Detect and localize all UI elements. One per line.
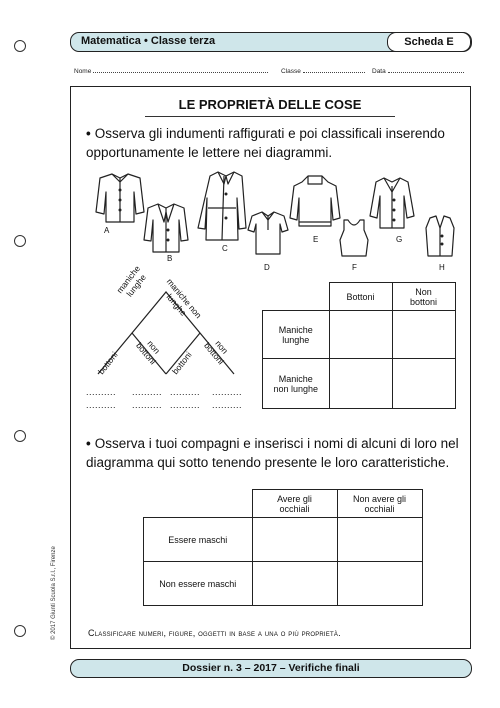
column-header: Non avere gli occhiali (337, 490, 422, 518)
garment-label: F (352, 263, 357, 272)
answer-blank: .......... (86, 387, 117, 397)
row-header: Non essere maschi (144, 562, 253, 606)
students-table (143, 489, 423, 606)
table-cell[interactable] (392, 311, 455, 359)
branch-label-maniche-non-lunghe: maniche non lunghe (164, 276, 204, 321)
sheet-label: Scheda E (387, 32, 471, 52)
header-bar (70, 32, 472, 52)
answer-blank: .......... (132, 400, 163, 410)
sweater-icon (290, 176, 340, 226)
name-field: Nome (74, 67, 268, 75)
table-cell[interactable] (252, 518, 337, 562)
leaf-label: non bottoni (202, 338, 231, 367)
table-cell[interactable] (337, 562, 422, 606)
column-header: Non bottoni (392, 283, 455, 311)
row-header: Maniche non lunghe (263, 359, 330, 409)
jacket-icon (144, 204, 188, 252)
answer-blank: .......... (170, 400, 201, 410)
garment-label: A (104, 226, 110, 235)
tank-top-icon (340, 220, 368, 256)
garment-label: E (313, 235, 319, 244)
polo-shirt-icon (248, 212, 288, 254)
garment-label: D (264, 263, 270, 272)
garment-label: C (222, 244, 228, 253)
garment-label: B (167, 254, 173, 263)
binder-hole (14, 430, 26, 442)
column-header: Bottoni (329, 283, 392, 311)
binder-hole (14, 40, 26, 52)
title-underline (145, 116, 395, 117)
row-header: Maniche lunghe (263, 311, 330, 359)
date-field: Data (372, 67, 464, 75)
subject-label: Matematica • Classe terza (81, 35, 216, 47)
garment-label: G (396, 235, 403, 244)
page-title: LE PROPRIETÀ DELLE COSE (178, 97, 362, 112)
objective-note: Classificare numeri, figure, oggetti in base a una o più proprietà. (88, 628, 341, 638)
branch-label-maniche-lunghe: maniche lunghe (114, 263, 148, 299)
class-field: Classe (281, 67, 365, 75)
leaf-label: bottoni (96, 349, 120, 377)
leaf-label: non bottoni (134, 338, 163, 367)
table-cell[interactable] (392, 359, 455, 409)
exercise-1-instruction: • Osserva gli indumenti raffigurati e poi classificali inserendo opportunamente le lettere nei diagrammi. (86, 126, 445, 160)
answer-blank: .......... (132, 387, 163, 397)
answer-blank: .......... (212, 400, 243, 410)
coat-icon (198, 172, 246, 240)
shirt-icon (96, 174, 144, 222)
garment-label: H (439, 263, 445, 272)
leaf-label: bottoni (170, 349, 194, 377)
garments-illustration (86, 168, 466, 276)
copyright-credit: © 2017 Giunti Scuola S.r.l., Firenze (51, 546, 57, 640)
classification-table (262, 282, 456, 409)
table-cell[interactable] (337, 518, 422, 562)
column-header: Avere gli occhiali (252, 490, 337, 518)
cardigan-icon (370, 178, 414, 228)
answer-blank: .......... (86, 400, 117, 410)
answer-blank: .......... (170, 387, 201, 397)
vest-icon (426, 216, 454, 256)
table-cell[interactable] (329, 311, 392, 359)
row-header: Essere maschi (144, 518, 253, 562)
answer-blank: .......... (212, 387, 243, 397)
binder-hole (14, 235, 26, 247)
table-cell[interactable] (252, 562, 337, 606)
table-cell[interactable] (329, 359, 392, 409)
footer-bar: Dossier n. 3 – 2017 – Verifiche finali (70, 659, 472, 678)
exercise-2-instruction: • Osserva i tuoi compagni e inserisci i nomi di alcuni di loro nel diagramma qui sotto tenendo presente le loro caratteristiche. (86, 436, 459, 470)
binder-hole (14, 625, 26, 637)
